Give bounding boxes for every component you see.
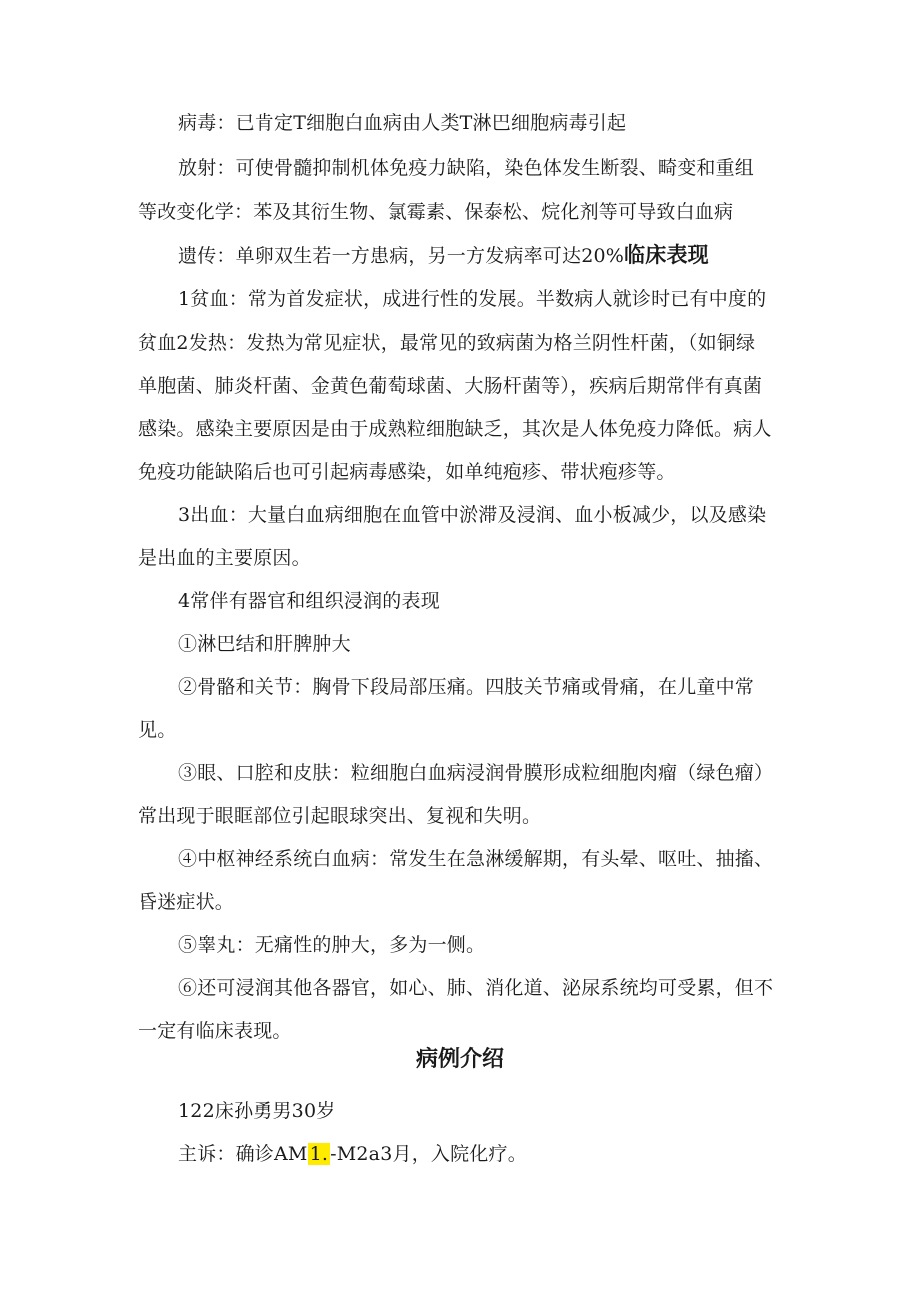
etiology-heredity: 遗传：单卵双生若一方患病，另一方发病率可达20% (178, 245, 625, 267)
case-patient: 122床孙勇男30岁 (178, 1100, 336, 1122)
symptom-p2-line1: 3出血：大量白血病细胞在血管中淤滞及浸润、血小板减少，以及感染 (178, 504, 767, 526)
complaint-suffix: -M2a3月，入院化疗。 (330, 1143, 527, 1165)
highlighted-text: 1. (309, 1143, 329, 1165)
infiltration-item-5: ⑤睾丸：无痛性的肿大，多为一侧。 (178, 934, 486, 956)
etiology-radiation-line1: 放射：可使骨髓抑制机体免疫力缺陷，染色体发生断裂、畸变和重组 (178, 157, 755, 179)
case-complaint (178, 1142, 527, 1166)
symptom-p1-line4: 感染。感染主要原因是由于成熟粒细胞缺乏，其次是人体免疫力降低。病人 (138, 418, 772, 440)
clinical-heading: 临床表现 (624, 243, 709, 267)
infiltration-item-3-line1: ③眼、口腔和皮肤：粒细胞白血病浸润骨膜形成粒细胞肉瘤（绿色瘤） (178, 762, 774, 784)
symptom-p1-line3: 单胞菌、肺炎杆菌、金黄色葡萄球菌、大肠杆菌等），疾病后期常伴有真菌 (138, 375, 763, 397)
etiology-virus: 病毒：已肯定T细胞白血病由人类T淋巴细胞病毒引起 (178, 112, 627, 134)
infiltration-item-6-line1: ⑥还可浸润其他各器官，如心、肺、消化道、泌尿系统均可受累，但不 (178, 977, 774, 999)
infiltration-item-1: ①淋巴结和肝脾肿大 (178, 633, 351, 655)
symptom-p1-line2: 贫血2发热：发热为常见症状，最常见的致病菌为格兰阴性杆菌，（如铜绿 (138, 332, 756, 354)
symptom-p2-line2: 是出血的主要原因。 (138, 547, 311, 569)
etiology-heredity-line (178, 243, 709, 268)
symptom-p1-line1: 1贫血：常为首发症状，成进行性的发展。半数病人就诊时已有中度的 (178, 288, 767, 310)
infiltration-item-2-line1: ②骨骼和关节：胸骨下段局部压痛。四肢关节痛或骨痛，在儿童中常 (178, 676, 755, 698)
infiltration-item-6-line2: 一定有临床表现。 (138, 1020, 292, 1042)
symptom-p1-line5: 免疫功能缺陷后也可引起病毒感染，如单纯疱疹、带状疱疹等。 (138, 461, 676, 483)
etiology-radiation-line2: 等改变化学：苯及其衍生物、氯霉素、保泰松、烷化剂等可导致白血病 (138, 201, 734, 223)
infiltration-item-4-line2: 昏迷症状。 (138, 891, 235, 913)
infiltration-item-3-line2: 常出现于眼眶部位引起眼球突出、复视和失明。 (138, 805, 542, 827)
symptom-p3: 4常伴有器官和组织浸润的表现 (178, 590, 440, 612)
complaint-prefix: 主诉：确诊AM (178, 1143, 308, 1165)
case-section-title: 病例介绍 (415, 1047, 504, 1072)
infiltration-item-2-line2: 见。 (138, 719, 177, 741)
infiltration-item-4-line1: ④中枢神经系统白血病：常发生在急淋缓解期，有头晕、呕吐、抽搐、 (178, 848, 774, 870)
